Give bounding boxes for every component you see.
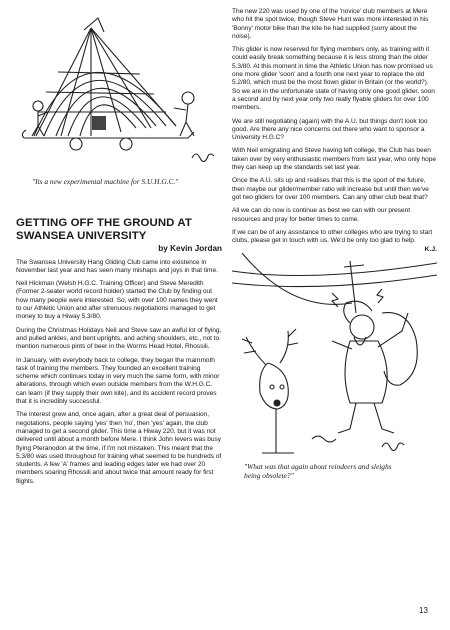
article-paragraph: The new 220 was used by one of the 'novice' club members at Mere who hit the spot twice, though Steve Hunt was more interested in his 'Bonny' motor bike than the kite he had supplied (sorry about the noise). <box>232 8 429 40</box>
article-paragraph: We are still negotiating (again) with the A.U. but things don't look too good. Are there any nice concerns out there who want to sponsor a University H.G.C? <box>232 117 428 142</box>
byline: by Kevin Jordan <box>158 243 222 253</box>
article-signoff: K.J. <box>424 246 437 254</box>
article-paragraph: This glider is now reserved for flying members only, as training with it could easily break something because it is less strong than the older 5.3/80. At this moment in time the Athletic Union has now promised us one more glider 'soon' and a fourth one next year to replace the old 5.2/80, which must be the most flown glider in Britain (or the world?). So we are in the unfortunate state of having only one good glider, soon a second and by next year only two really flyable gliders for over 100 members. <box>232 46 435 112</box>
reindeer-santa-cartoon-illustration <box>232 253 437 463</box>
glider-cartoon-illustration <box>16 8 222 178</box>
page-number: 13 <box>419 606 428 615</box>
bottom-caption-line-2: being obsolete?" <box>244 471 294 481</box>
article-paragraph: With Neil emigrating and Steve having left college, the Club has been taken over by very enthusiastic members from last year, who only hope they can keep up the standards set last year. <box>232 147 436 172</box>
bottom-caption-line-1: "What was that again about reindeers and sleighs <box>244 462 392 472</box>
article-paragraph: All we can do now is continue as best we can with our present resources and pray for better times to come. <box>232 207 411 223</box>
article-paragraph: Neil Hickman (Welsh H.G.C. Training Officer) and Steve Meredith (Former 2-seater world record holder) started the Club by finding out how many people were interested. So, with over 100 names they went to our Athletic Union and after strenuous negotiations managed to get money to buy a Hiway 5.3/80. <box>16 280 218 321</box>
left-column <box>16 8 222 491</box>
article-paragraph: Once the A.U. sits up and realises that this is the sport of the future, then maybe our glider/member ratio will increase but until then we've got two gliders for over 100 members. Can any other club beat that? <box>232 177 429 201</box>
article-paragraph: The interest grew and, once again, after a great deal of persuasion, negotations, people saying 'yes' then 'no', then 'yes' again, the club managed to get a second glider. This time a Hiway 220, but it was not delivered until about a month before Mere. I think John Ievers was busy flying Pteranodon at the time, if I'm not mistaken. This meant that the 5.3/80 was used throughout for training what seemed to be hundreds of students. A few 'A' frames and leading edges later we had over 20 members soaring Rhossili and about twice that amount ready for first flights. <box>16 411 222 485</box>
top-cartoon-caption: "Its a new experimental machine for S.U.H.G.C." <box>32 177 179 186</box>
article-paragraph: If we can be of any assistance to other colleges who are trying to start clubs, please get in touch with us. We'd be only too glad to help. <box>232 228 433 245</box>
article-headline <box>16 217 222 243</box>
bottom-cartoon-caption <box>244 463 437 480</box>
article-paragraph: During the Christmas Holidays Neil and Steve saw an awful lot of flying, and pulled ankles, and bent uprights, and aching shoulders, etc., not to mention numerous pints of beer in the Worms Head Hotel, Rhossili. <box>16 326 222 351</box>
headline-line-1: GETTING OFF THE GROUND AT <box>16 216 192 229</box>
right-column <box>232 8 437 481</box>
headline-line-2: SWANSEA UNIVERSITY <box>16 229 147 242</box>
article-paragraph: The Swansea University Hang Gliding Club came into existence in November last year and has seen many mishaps and joys in that time. <box>16 258 218 274</box>
article-paragraph: In January, with everybody back to college, they began the mammoth task of training the members. They founded an excellent training scheme which continues today in very much the same form, with minor alterations, through which even outside members from the W.H.G.C. can learn (if they supply their own kite), and its accident record proves that it is incredibly successful. <box>16 356 220 406</box>
